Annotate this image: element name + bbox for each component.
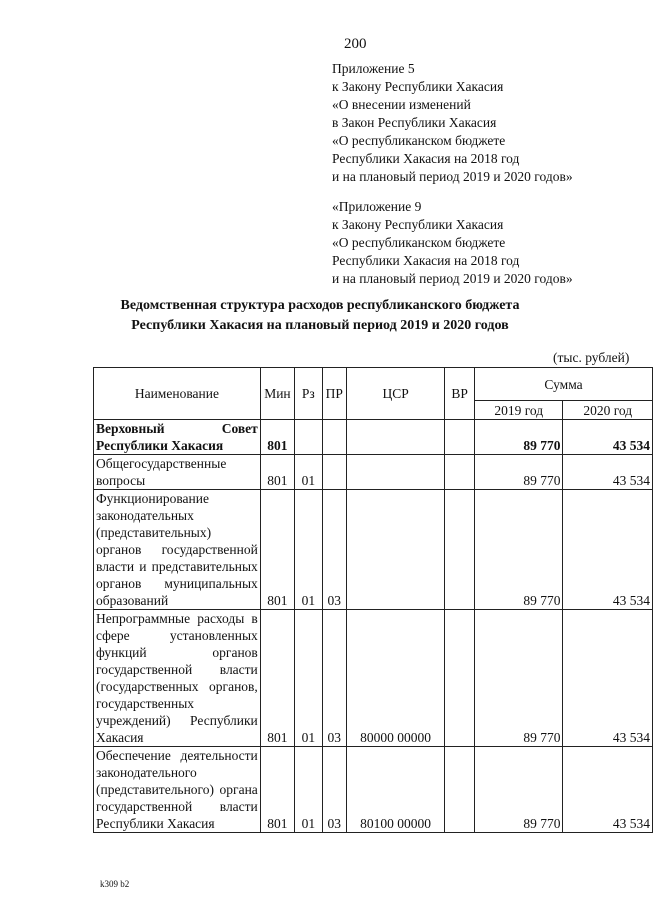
row-rz <box>295 420 323 455</box>
table-row <box>94 747 653 833</box>
header-rz: Рз <box>295 368 323 420</box>
appendix-line: Республики Хакасия на 2018 год <box>332 151 520 166</box>
row-name: Верховный Совет Республики Хакасия <box>94 420 261 455</box>
row-name: Общегосударственные вопросы <box>94 455 261 490</box>
row-vr <box>445 747 475 833</box>
page-number: 200 <box>344 36 367 52</box>
appendix-line: «Приложение 9 <box>332 199 422 214</box>
row-vr <box>445 420 475 455</box>
title-line: Ведомственная структура расходов республиканского бюджета <box>120 298 520 313</box>
row-amount-2020: 43 534 <box>563 747 653 833</box>
row-rz: 01 <box>295 610 323 747</box>
row-pr <box>322 455 346 490</box>
budget-table <box>93 367 653 833</box>
header-year-2019: 2019 год <box>475 401 563 420</box>
header-vr: ВР <box>445 368 475 420</box>
row-pr <box>322 420 346 455</box>
appendix-line: к Закону Республики Хакасия <box>332 79 504 94</box>
row-name: Функционирование законодательных (представительных) органов государственной власти и представительных органов муниципальных образований <box>94 490 261 610</box>
appendix-line: и на плановый период 2019 и 2020 годов» <box>332 271 573 286</box>
header-pr: ПР <box>322 368 346 420</box>
appendix-original-block <box>332 198 573 288</box>
appendix-current-block <box>332 60 573 186</box>
appendix-line: Приложение 5 <box>332 61 415 76</box>
row-rz: 01 <box>295 747 323 833</box>
table-row <box>94 420 653 455</box>
row-min: 801 <box>260 747 294 833</box>
row-pr: 03 <box>322 490 346 610</box>
appendix-line: в Закон Республики Хакасия <box>332 115 497 130</box>
row-min: 801 <box>260 455 294 490</box>
row-amount-2020: 43 534 <box>563 490 653 610</box>
units-label: (тыс. рублей) <box>553 350 630 365</box>
row-rz: 01 <box>295 455 323 490</box>
row-csr: 80100 00000 <box>346 747 444 833</box>
row-vr <box>445 490 475 610</box>
appendix-line: «О внесении изменений <box>332 97 471 112</box>
row-csr <box>346 455 444 490</box>
row-min: 801 <box>260 490 294 610</box>
footer-code: k309 b2 <box>100 879 130 889</box>
row-amount-2019: 89 770 <box>475 455 563 490</box>
row-pr: 03 <box>322 610 346 747</box>
row-csr: 80000 00000 <box>346 610 444 747</box>
row-csr <box>346 490 444 610</box>
row-min: 801 <box>260 610 294 747</box>
row-name: Обеспечение деятельности законодательного (представительного) органа государственной власти Республики Хакасия <box>94 747 261 833</box>
row-vr <box>445 610 475 747</box>
appendix-line: «О республиканском бюджете <box>332 235 506 250</box>
appendix-line: и на плановый период 2019 и 2020 годов» <box>332 169 573 184</box>
row-vr <box>445 455 475 490</box>
appendix-line: к Закону Республики Хакасия <box>332 217 504 232</box>
row-amount-2020: 43 534 <box>563 420 653 455</box>
row-csr <box>346 420 444 455</box>
row-rz: 01 <box>295 490 323 610</box>
document-title <box>0 296 640 336</box>
table-row <box>94 490 653 610</box>
row-pr: 03 <box>322 747 346 833</box>
row-amount-2020: 43 534 <box>563 455 653 490</box>
row-amount-2019: 89 770 <box>475 610 563 747</box>
row-amount-2019: 89 770 <box>475 490 563 610</box>
table-row <box>94 610 653 747</box>
title-line: Республики Хакасия на плановый период 2019 и 2020 годов <box>131 318 509 333</box>
row-amount-2019: 89 770 <box>475 420 563 455</box>
header-name: Наименование <box>94 368 261 420</box>
header-year-2020: 2020 год <box>563 401 653 420</box>
header-min: Мин <box>260 368 294 420</box>
row-amount-2019: 89 770 <box>475 747 563 833</box>
row-amount-2020: 43 534 <box>563 610 653 747</box>
table-row <box>94 455 653 490</box>
appendix-line: «О республиканском бюджете <box>332 133 506 148</box>
appendix-line: Республики Хакасия на 2018 год <box>332 253 520 268</box>
row-name: Непрограммные расходы в сфере установленных функций органов государственной власти (государственных органов, государственных учреждений) Республики Хакасия <box>94 610 261 747</box>
header-csr: ЦСР <box>346 368 444 420</box>
header-sum: Сумма <box>475 368 653 401</box>
row-min: 801 <box>260 420 294 455</box>
